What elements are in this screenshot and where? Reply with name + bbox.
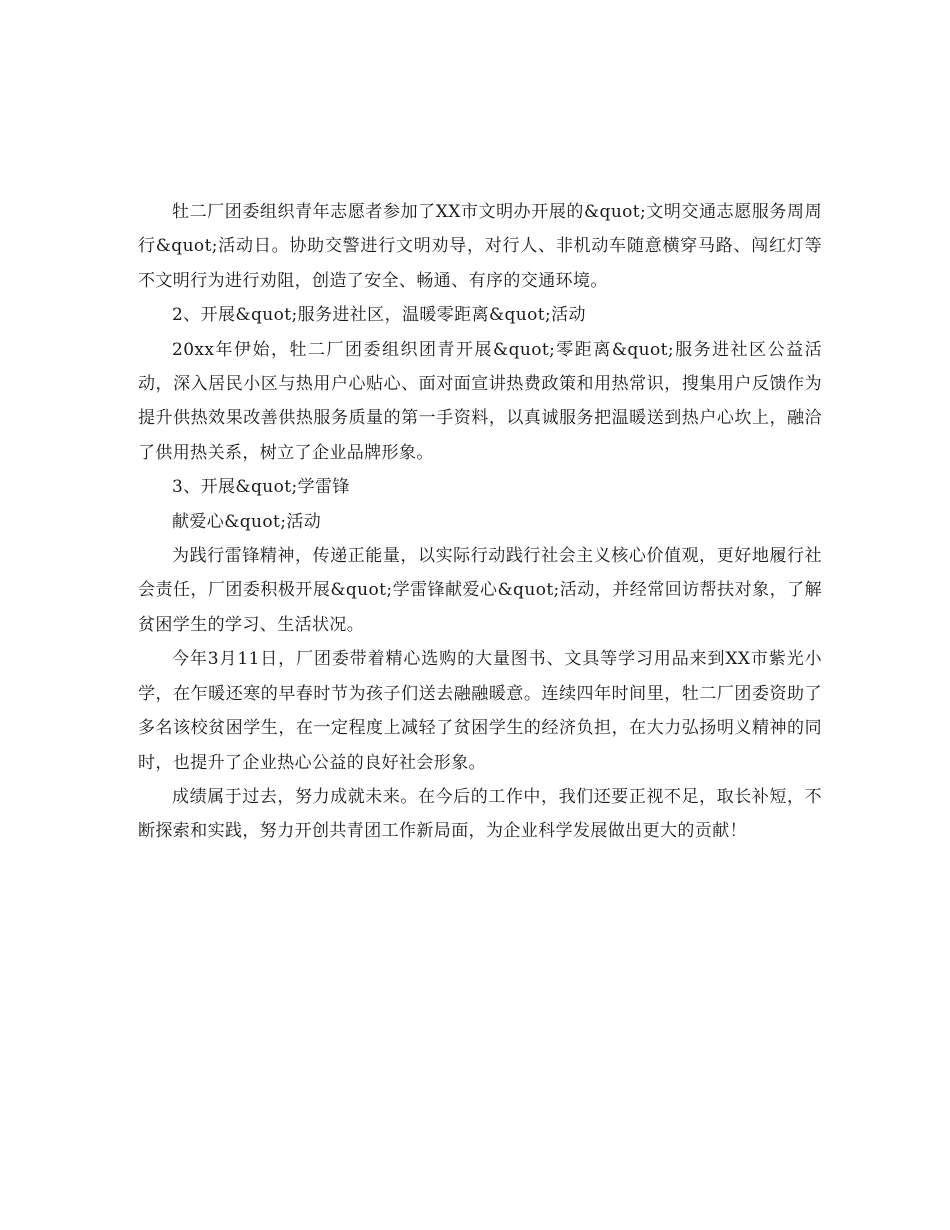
document-body bbox=[138, 195, 822, 849]
paragraph-school-donation: 今年3月11日，厂团委带着精心选购的大量图书、文具等学习用品来到XX市紫光小学，在乍暖还寒的早春时节为孩子们送去融融暖意。连续四年时间里，牡二厂团委资助了多名该校贫困学生，在一定程度上减轻了贫困学生的经济负担，在大力弘扬明义精神的同时，也提升了企业热心公益的良好社会形象。 bbox=[138, 649, 822, 773]
paragraph-conclusion: 成绩属于过去，努力成就未来。在今后的工作中，我们还要正视不足，取长补短，不断探索和实践，努力开创共青团工作新局面，为企业科学发展做出更大的贡献！ bbox=[138, 786, 822, 842]
section-heading-learn-leifeng: 3、开展&quot;学雷锋 bbox=[172, 477, 350, 498]
paragraph-community-service: 20xx年伊始，牡二厂团委组织团青开展&quot;零距离&quot;服务进社区公益活动，深入居民小区与热用户心贴心、面对面宣讲热费政策和用热常识，搜集用户反馈作为提升供热效果改善供热服务质量的第一手资料，以真诚服务把温暖送到热户心坎上，融洽了供用热关系，树立了企业品牌形象。 bbox=[138, 339, 822, 463]
section-heading-community-service: 2、开展&quot;服务进社区，温暖零距离&quot;活动 bbox=[172, 305, 586, 326]
paragraph-leifeng-spirit: 为践行雷锋精神，传递正能量，以实际行动践行社会主义核心价值观，更好地履行社会责任，厂团委积极开展&quot;学雷锋献爱心&quot;活动，并经常回访帮扶对象，了解贫困学生的学习、生活状况。 bbox=[138, 546, 822, 635]
section-heading-learn-leifeng-continued: 献爱心&quot;活动 bbox=[172, 511, 322, 532]
paragraph-volunteer-traffic: 牡二厂团委组织青年志愿者参加了XX市文明办开展的&quot;文明交通志愿服务周周行&quot;活动日。协助交警进行文明劝导，对行人、非机动车随意横穿马路、闯红灯等不文明行为进行劝阻，创造了安全、畅通、有序的交通环境。 bbox=[138, 202, 822, 291]
